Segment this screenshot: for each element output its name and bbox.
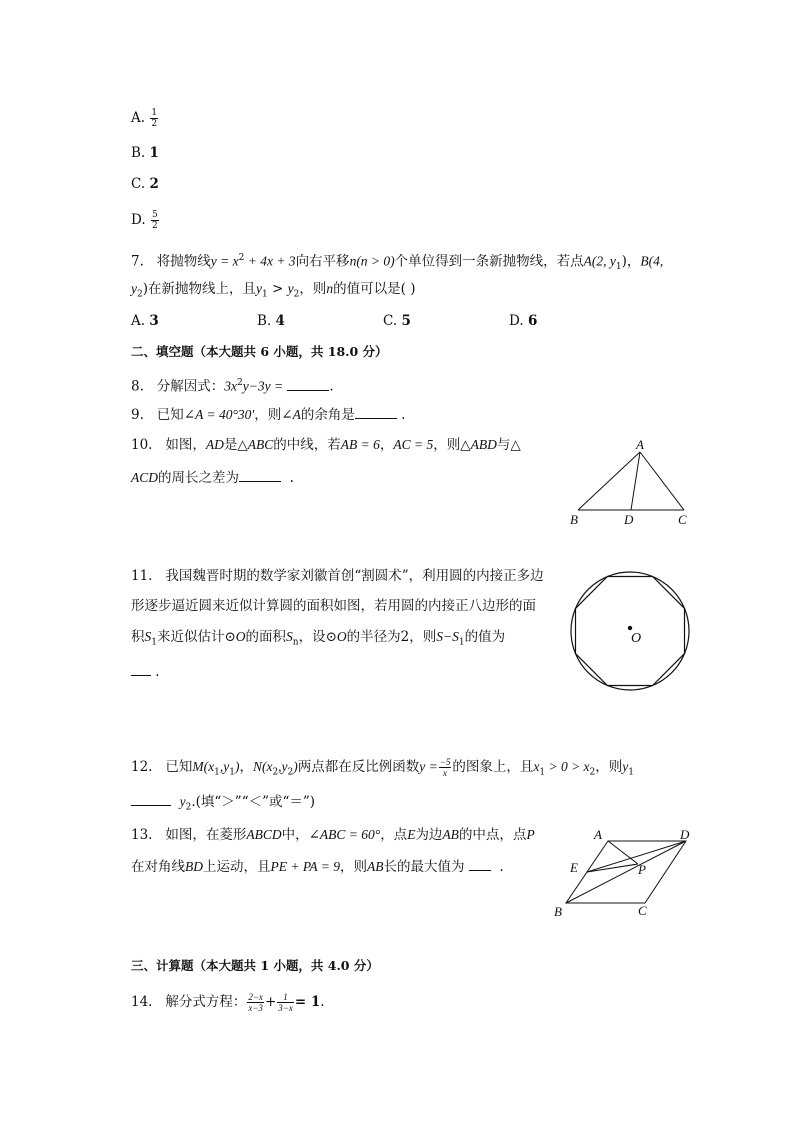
q14-fraction-1: $\frac{2-x}{x-3}$ [248,992,263,1013]
q10-side-ac [640,452,684,510]
q11-octagon-figure [568,569,692,693]
q13-segment-ed [587,841,686,872]
q11-circle [571,572,689,690]
q14-fraction-2: $\frac{1}{3-x}$ [278,992,293,1013]
q12-fraction: $\frac{-5}{x}$ [439,757,451,778]
q6-option-d: D. $\frac{5}{2}$ [131,210,158,231]
q8-answer-blank[interactable] [287,376,329,391]
q11-line-1: 11. 我国魏晋时期的数学家刘徽首创“割圆术”，利用圆的内接正多边 [131,568,544,584]
q12-answer-blank[interactable] [131,791,171,806]
q13-label-a: A [594,827,602,842]
q10-line-2: ACD的周长之差为 . [131,467,294,488]
q10-label-c: C [678,512,687,527]
q7-line-1: 7. 将抛物线$y = x^2 + 4x + 3$向右平移n(n > 0)个单位得到一条新抛物线，若点A(2, $y_1$)，B(4, [131,253,664,273]
section-3-header: 三、计算题（本大题共 1 小题，共 4.0 分） [131,958,379,973]
q14: 14. 解分式方程： $\frac{2-x}{x-3}$ + $\frac{1}{3-x}$ = 1. [131,992,325,1013]
q9: 9. 已知∠A = 40°30′，则∠A的余角是 . [131,404,405,425]
q6-option-c: C. 2 [131,176,159,192]
q11-center-point [628,626,632,630]
q11-label-o: O [631,631,642,646]
q11-octagon [576,577,685,686]
q10-label-d: D [624,512,634,527]
q6-option-b: B. 1 [131,145,159,161]
q12-line-2: $y_2$.(填“＞”“＜”或“＝”) [131,791,315,818]
q13-label-d: D [680,827,690,842]
q10-side-ab [578,452,640,510]
q13-label-e: E [570,860,578,875]
q11-line-2: 形逐步逼近圆来近似计算圆的面积如图，若用圆的内接正八边形的面 [131,598,536,614]
q10-triangle-figure [560,436,700,532]
q13-diagonal-bd [566,841,686,903]
q13-rhombus-figure [550,824,700,920]
q7-line-2: $y_2$)在新抛物线上，且$y_1 > y_2$，则n的值可以是( ) [131,281,416,300]
q9-answer-blank[interactable] [355,404,397,419]
q6-option-d-fraction: $\frac{5}{2}$ [151,210,158,231]
q13-label-p: P [638,862,646,877]
q13-label-b: B [554,904,562,919]
q10-line-1: 10. 如图，AD是△ABC的中线，若AB = 6，AC = 5，则△ABD与△ [131,437,521,453]
q13-answer-blank[interactable] [469,856,491,871]
q10-label-b: B [570,512,578,527]
q6-option-a-fraction: $\frac{1}{2}$ [151,108,158,129]
section-2-header: 二、填空题（本大题共 6 小题，共 18.0 分） [131,344,388,359]
q10-label-a: A [636,437,644,452]
q11-line-4: . [131,661,160,682]
q6-option-a: A. $\frac{1}{2}$ [131,108,158,129]
q7-option-c: C. 5 [383,313,411,329]
q12-line-1: 12. 已知$M(x_1,y_1)$，$N(x_2,y_2)$两点都在反比例函数y = $\frac{-5}{x}$ 的图象上，且$x_1 > 0 > x_2$，则$y_1$ [131,757,635,778]
q7-options [131,311,537,331]
q7-option-a: A. 3 [131,313,159,329]
q8: 8. 分解因式：$3x^2y-3y$ = . [131,373,334,397]
q13-line-1: 13. 如图，在菱形ABCD中，∠ABC = 60°，点E为边AB的中点，点P [131,827,535,843]
q13-line-2: 在对角线BD上运动，且PE + PA = 9，则AB长的最大值为 . [131,856,504,877]
q11-line-3: 积$S_1$来近似估计⊙O的面积$S_n$，设⊙O的半径为2，则$S-S_1$的值为 [131,629,506,648]
q10-median-ad [631,452,640,510]
q13-label-c: C [638,903,647,918]
q10-answer-blank[interactable] [239,467,281,482]
q11-answer-blank[interactable] [131,661,151,676]
q7-option-b: B. 4 [257,313,285,329]
q7-option-d: D. 6 [509,313,538,329]
q13-segment-pe [587,864,638,872]
